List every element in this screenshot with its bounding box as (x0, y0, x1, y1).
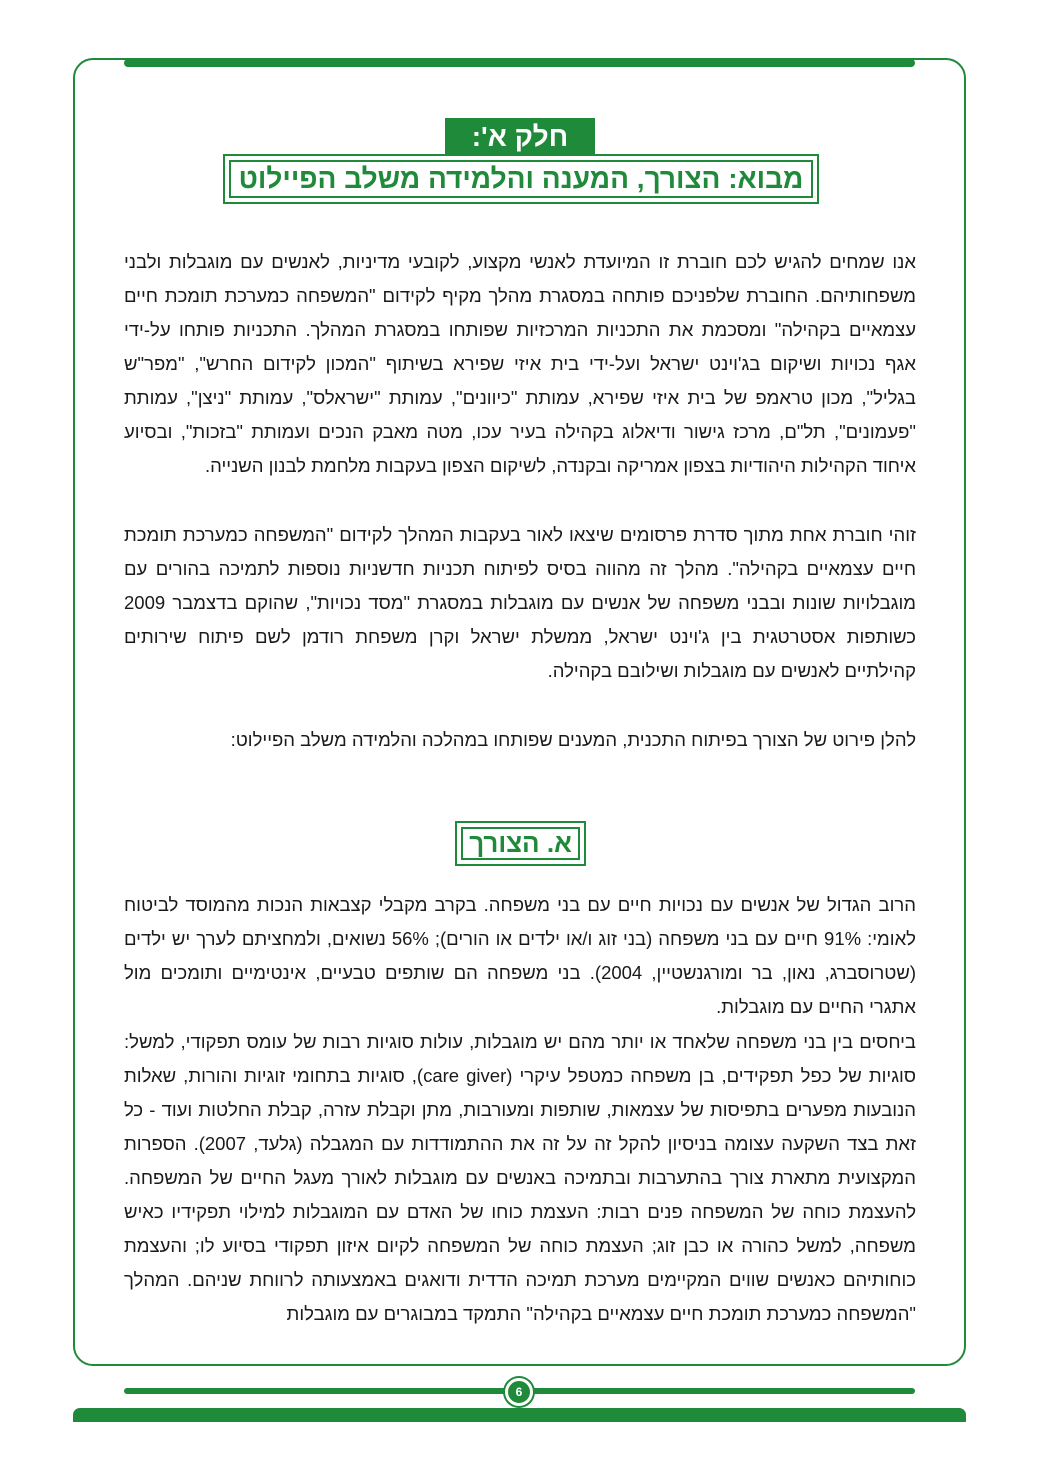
page-title: מבוא: הצורך, המענה והלמידה משלב הפיילוט (238, 163, 804, 194)
need-paragraph-2: ביחסים בין בני משפחה שלאחד או יותר מהם יש מוגבלות, עולות סוגיות רבות של עומס תפקודי, למשל: סוגיות של כפל תפקידים, בן משפחה כמטפל עיקרי (care giver), סוגיות בתחומי זוגיות והורות, שאלות הנובעות מפערים בתפיסות של עצמאות, שותפות ומעורבות, מתן וקבלת עזרה, קבלת החלטות ועוד - כל זאת בצד השקעה עצומה בניסיון להקל זה על זה את ההתמודדות עם המגבלה (גלעד, 2007). הספרות המקצועית מתארת צורך בהתערבות ובתמיכה באנשים עם מוגבלות לאורך מעגל החיים של המשפחה. להעצמת כוחה של המשפחה פנים רבות: העצמת כוחו של האדם עם המוגבלות למילוי תפקידיו כאיש משפחה, למשל כהורה או כבן זוג; העצמת כוחה של המשפחה לקיום איזון תפקודי בסיוע לו; והעצמת כוחותיהם כאנשים שווים המקיימים מערכת תמיכה הדדית ודואגים באמצעותה לרווחת שניהם. המהלך "המשפחה כמערכת תומכת חיים עצמאיים בקהילה" התמקד במבוגרים עם מוגבלות (124, 1031, 917, 1324)
top-decorative-bar (124, 59, 915, 67)
subheading-box-inner (461, 827, 580, 860)
series-paragraph: זוהי חוברת אחת מתוך סדרת פרסומים שיצאו לאור בעקבות המהלך לקידום "המשפחה כמערכת תומכת חיים עצמאיים בקהילה". מהלך זה מהווה בסיס לפיתוח תכניות חדשניות נוספות לתמיכה בהורים עם מוגבלויות שונות ובבני משפחה של אנשים עם מוגבלות במסגרת "מסד נכויות", שהוקם בדצמבר 2009 כשותפות אסטרטגית בין ג'וינט ישראל, ממשלת ישראל וקרן משפחת רודמן לשם פיתוח שירותים קהילתיים לאנשים עם מוגבלות ושילובם בקהילה. (124, 524, 916, 681)
need-paragraph-1: הרוב הגדול של אנשים עם נכויות חיים עם בני משפחה. בקרב מקבלי קצבאות הנכות מהמוסד לביטוח לאומי: 91% חיים עם בני משפחה (בני זוג ו/או ילדים או הורים); 56% נשואים, ולמחציתם לערך יש ילדים (שטרוסברג, נאון, בר ומורגנשטיין, 2004). בני משפחה הם שותפים טבעיים, אינטימיים ותומכים מול אתגרי החיים עם מוגבלות. (124, 894, 916, 1017)
subheading: א. הצורך (469, 828, 572, 858)
footer-line-left (124, 1388, 507, 1394)
bottom-band (73, 1408, 966, 1422)
title-box-inner (229, 160, 813, 198)
title-box (223, 154, 819, 204)
intro-paragraph: אנו שמחים להגיש לכם חוברת זו המיועדת לאנשי מקצוע, לקובעי מדיניות, לאנשים עם מוגבלות ולבני משפחותיהם. החוברת שלפניכם פותחה במסגרת מהלך מקיף לקידום "המשפחה כמערכת תומכת חיים עצמאיים בקהילה" ומסכמת את התכניות המרכזיות שפותחו במסגרת המהלך. התכניות פותחו על-ידי אגף נכויות ושיקום בג'וינט ישראל ועל-ידי בית איזי שפירא בשיתוף "המכון לקידום החרש", "מפר"ש בגליל", מכון טראמפ של בית איזי שפירא, עמותת "כיוונים", עמותת "ישראלס", עמותת "ניצן", עמותת "פעמונים", תל"ם, מרכז גישור ודיאלוג בקהילה בעיר עכו, מטה מאבק הנכים ועמותת "בזכות", ובסיוע איחוד הקהילות היהודיות בצפון אמריקה ובקנדה, לשיקום הצפון בעקבות מלחמת לבנון השנייה. (124, 251, 916, 476)
subheading-box (455, 821, 586, 866)
overview-paragraph: להלן פירוט של הצורך בפיתוח התכנית, המענים שפותחו במהלכה והלמידה משלב הפיילוט: (230, 729, 916, 750)
section-label: חלק א': (445, 118, 595, 155)
footer-line-right (531, 1388, 915, 1394)
page-number: 6 (505, 1378, 533, 1406)
